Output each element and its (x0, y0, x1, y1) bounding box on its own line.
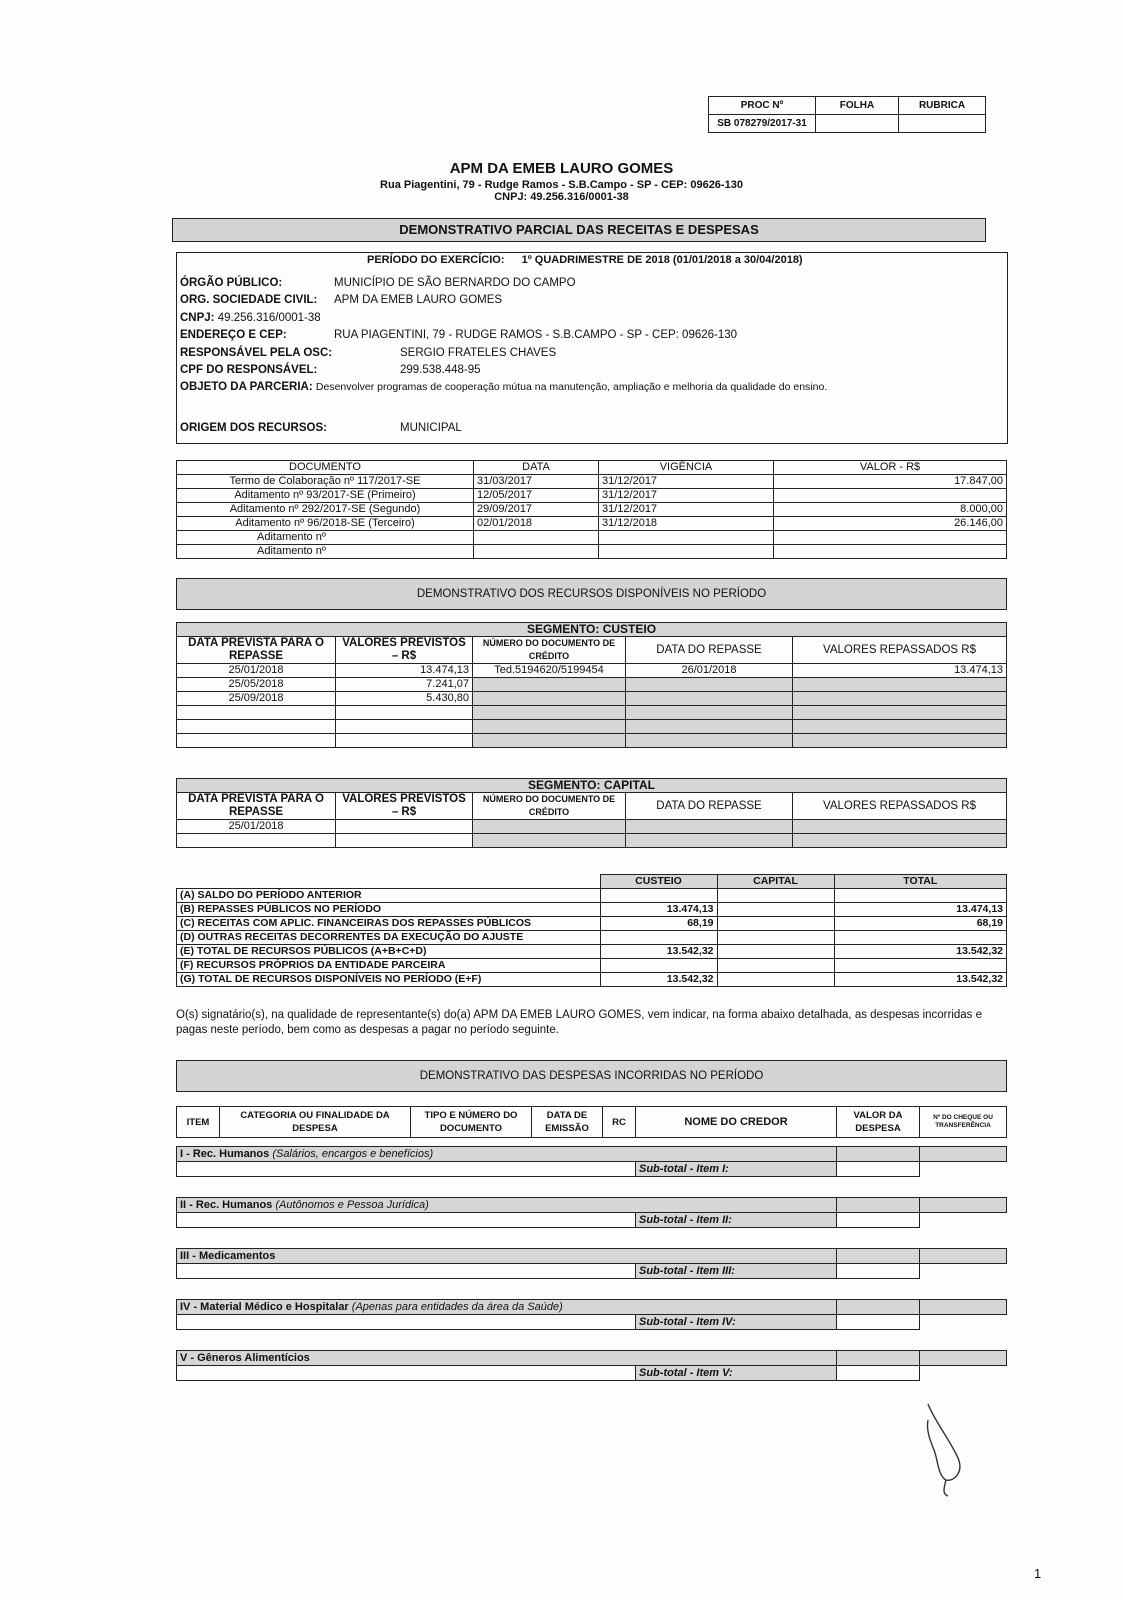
summary-table (176, 874, 1007, 987)
col-documento: DOCUMENTO (177, 461, 474, 475)
cell-data-repasse (626, 706, 793, 720)
col-total: TOTAL (834, 875, 1007, 889)
col-tipo-documento: TIPO E NÚMERO DO DOCUMENTO (411, 1107, 532, 1138)
table-row (177, 973, 1007, 987)
doc-name: Aditamento nº (177, 545, 474, 559)
handwritten-rubric (920, 1400, 980, 1500)
col-item: ITEM (177, 1107, 220, 1138)
summary-custeio: 13.542,32 (600, 973, 717, 987)
cell-data-prevista (177, 720, 336, 734)
subtotal-label: Sub-total - Item III: (636, 1264, 837, 1279)
orgao-label: ÓRGÃO PÚBLICO: (180, 277, 283, 289)
col-vigencia: VIGÊNCIA (599, 461, 774, 475)
objeto-value: Desenvolver programas de cooperação mútua na manutenção, ampliação e melhoria da qualidade do ensino. (315, 381, 828, 393)
subtotal-value (837, 1264, 920, 1279)
cpf-label: CPF DO RESPONSÁVEL: (180, 364, 318, 376)
col-rc: RC (603, 1107, 636, 1138)
cell-valor-previsto (336, 706, 473, 720)
responsavel-row (180, 347, 557, 359)
section-title (177, 1198, 837, 1213)
subtotal-blank (177, 1315, 636, 1330)
doc-date (474, 531, 599, 545)
despesas-table (176, 1106, 1007, 1381)
section-cheque (920, 1147, 1007, 1162)
col-cheque: Nº DO CHEQUE OU TRANSFERÊNCIA (920, 1107, 1007, 1138)
osc-row (180, 294, 503, 306)
folha-cell (816, 115, 899, 133)
responsavel-value: SERGIO FRATELES CHAVES (400, 347, 557, 359)
cell-data-repasse (626, 720, 793, 734)
subtotal-blank (177, 1366, 636, 1381)
doc-date (474, 545, 599, 559)
col-capital: CAPITAL (717, 875, 834, 889)
period-line (367, 254, 803, 266)
summary-custeio: 68,19 (600, 917, 717, 931)
cell-valor-repassado (793, 834, 1007, 848)
blank (920, 1315, 1007, 1330)
orgao-value: MUNICÍPIO DE SÃO BERNARDO DO CAMPO (334, 277, 576, 289)
summary-label: (A) SALDO DO PERÍODO ANTERIOR (177, 889, 601, 903)
capital-segment-label: SEGMENTO: CAPITAL (177, 779, 1007, 793)
capital-table (176, 778, 1007, 848)
despesas-bar: DEMONSTRATIVO DAS DESPESAS INCORRIDAS NO PERÍODO (176, 1060, 1007, 1092)
cell-valor-previsto: 5.430,80 (336, 692, 473, 706)
doc-valor: 26.146,00 (774, 517, 1007, 531)
col-nome-credor: NOME DO CREDOR (636, 1107, 837, 1138)
table-row (177, 503, 1007, 517)
statement-text: O(s) signatário(s), na qualidade de representante(s) do(a) APM DA EMEB LAURO GOMES, vem indicar, na forma abaixo detalhada, as despesas incorridas e pagas neste período, bem como as despesas a pagar no período seguinte. (176, 1009, 983, 1036)
table-row (177, 917, 1007, 931)
origem-value: MUNICIPAL (400, 422, 462, 434)
cell-data-prevista (177, 706, 336, 720)
objeto-row (180, 381, 827, 393)
period-value: 1º QUADRIMESTRE DE 2018 (01/01/2018 a 30/04/2018) (521, 254, 803, 266)
cell-valor-repassado (793, 692, 1007, 706)
subtotal-label: Sub-total - Item I: (636, 1162, 837, 1177)
section-row (177, 1249, 1007, 1264)
table-row (177, 720, 1007, 734)
cpf-row (180, 364, 481, 376)
col-categoria: CATEGORIA OU FINALIDADE DA DESPESA (220, 1107, 411, 1138)
table-row (177, 931, 1007, 945)
entity-cnpj: CNPJ: 49.256.316/0001-38 (494, 191, 629, 203)
summary-total (834, 959, 1007, 973)
summary-label: (B) REPASSES PÚBLICOS NO PERÍODO (177, 903, 601, 917)
cell-valor-previsto (336, 734, 473, 748)
cell-valor-repassado (793, 720, 1007, 734)
doc-valor (774, 489, 1007, 503)
cell-documento (473, 834, 626, 848)
blank (920, 1366, 1007, 1381)
summary-blank (177, 875, 601, 889)
rubrica-cell (899, 115, 986, 133)
section-cheque (920, 1249, 1007, 1264)
cell-valor-repassado: 13.474,13 (793, 664, 1007, 678)
summary-total: 13.474,13 (834, 903, 1007, 917)
proc-header: PROC Nº (709, 97, 816, 115)
page-number: 1 (1034, 1566, 1042, 1581)
objeto-label: OBJETO DA PARCERIA: (180, 381, 313, 393)
blank (920, 1162, 1007, 1177)
blank (920, 1264, 1007, 1279)
table-row (177, 945, 1007, 959)
summary-label: (C) RECEITAS COM APLIC. FINANCEIRAS DOS REPASSES PÚBLICOS (177, 917, 601, 931)
section-title (177, 1351, 837, 1366)
spacer (177, 1279, 1007, 1300)
proc-box (708, 96, 986, 133)
section-title-text: II - Rec. Humanos (180, 1198, 273, 1211)
section-title (177, 1249, 837, 1264)
table-row (177, 531, 1007, 545)
summary-capital (717, 889, 834, 903)
summary-custeio (600, 931, 717, 945)
cell-documento (473, 720, 626, 734)
cell-valor-repassado (793, 706, 1007, 720)
table-row (177, 489, 1007, 503)
summary-label: (D) OUTRAS RECEITAS DECORRENTES DA EXECUÇÃO DO AJUSTE (177, 931, 601, 945)
table-row (177, 664, 1007, 678)
col-valores-previstos: VALORES PREVISTOS – R$ (336, 793, 473, 820)
summary-capital (717, 945, 834, 959)
summary-capital (717, 931, 834, 945)
subtotal-blank (177, 1264, 636, 1279)
table-row (177, 903, 1007, 917)
section-note: (Apenas para entidades da área da Saúde) (351, 1300, 563, 1313)
rubrica-header: RUBRICA (899, 97, 986, 115)
doc-name: Aditamento nº 96/2018-SE (Terceiro) (177, 517, 474, 531)
blank (920, 1213, 1007, 1228)
proc-number: SB 078279/2017-31 (709, 115, 816, 133)
summary-custeio (600, 889, 717, 903)
cell-valor-previsto: 13.474,13 (336, 664, 473, 678)
cpf-value: 299.538.448-95 (400, 364, 481, 376)
subtotal-row (177, 1213, 1007, 1228)
section-row (177, 1300, 1007, 1315)
col-data-repasse: DATA DO REPASSE (626, 793, 793, 820)
cell-valor-previsto (336, 820, 473, 834)
cell-data-repasse (626, 734, 793, 748)
summary-capital (717, 973, 834, 987)
section-cheque (920, 1351, 1007, 1366)
col-data: DATA (474, 461, 599, 475)
cell-data-prevista: 25/09/2018 (177, 692, 336, 706)
doc-vigencia: 31/12/2017 (599, 503, 774, 517)
subtotal-label: Sub-total - Item II: (636, 1213, 837, 1228)
doc-date: 29/09/2017 (474, 503, 599, 517)
summary-capital (717, 917, 834, 931)
endereco-label: ENDEREÇO E CEP: (180, 329, 287, 341)
capital-header-row (177, 793, 1007, 820)
summary-total: 13.542,32 (834, 973, 1007, 987)
doc-date: 02/01/2018 (474, 517, 599, 531)
origem-label: ORIGEM DOS RECURSOS: (180, 422, 327, 434)
table-row (177, 517, 1007, 531)
doc-vigencia (599, 531, 774, 545)
cell-documento (473, 734, 626, 748)
summary-label: (G) TOTAL DE RECURSOS DISPONÍVEIS NO PERÍODO (E+F) (177, 973, 601, 987)
period-label: PERÍODO DO EXERCÍCIO: (367, 254, 505, 266)
cnpj-row (180, 312, 321, 324)
section-cheque (920, 1300, 1007, 1315)
col-data-repasse: DATA DO REPASSE (626, 637, 793, 664)
cell-valor-previsto: 7.241,07 (336, 678, 473, 692)
table-row (177, 678, 1007, 692)
cell-documento (473, 678, 626, 692)
folha-header: FOLHA (816, 97, 899, 115)
col-numero-documento: NÚMERO DO DOCUMENTO DE CRÉDITO (473, 637, 626, 664)
section-title-text: IV - Material Médico e Hospitalar (180, 1300, 349, 1313)
subtotal-value (837, 1162, 920, 1177)
section-title-text: I - Rec. Humanos (180, 1147, 270, 1160)
summary-total (834, 931, 1007, 945)
subtotal-blank (177, 1162, 636, 1177)
section-title (177, 1147, 837, 1162)
subtotal-row (177, 1315, 1007, 1330)
cell-data-prevista (177, 734, 336, 748)
endereco-row (180, 329, 738, 341)
cell-valor-repassado (793, 820, 1007, 834)
table-row (177, 706, 1007, 720)
doc-vigencia: 31/12/2017 (599, 475, 774, 489)
subtotal-row (177, 1162, 1007, 1177)
section-valor (837, 1147, 920, 1162)
subtotal-value (837, 1366, 920, 1381)
doc-date: 12/05/2017 (474, 489, 599, 503)
cell-valor-repassado (793, 678, 1007, 692)
section-title-text: V - Gêneros Alimentícios (180, 1351, 310, 1364)
cell-data-repasse (626, 834, 793, 848)
subtotal-blank (177, 1213, 636, 1228)
spacer (177, 1138, 1007, 1147)
section-note: (Salários, encargos e benefícios) (272, 1147, 434, 1160)
table-row (177, 692, 1007, 706)
subtotal-value (837, 1315, 920, 1330)
col-data-prevista: DATA PREVISTA PARA O REPASSE (177, 637, 336, 664)
cell-valor-previsto (336, 720, 473, 734)
col-valores-previstos: VALORES PREVISTOS – R$ (336, 637, 473, 664)
info-box (176, 252, 1008, 444)
table-row (177, 475, 1007, 489)
summary-header-row (177, 875, 1007, 889)
recursos-bar: DEMONSTRATIVO DOS RECURSOS DISPONÍVEIS NO PERÍODO (176, 578, 1007, 610)
doc-name: Aditamento nº 93/2017-SE (Primeiro) (177, 489, 474, 503)
cell-data-prevista: 25/01/2018 (177, 664, 336, 678)
col-valores-repassados: VALORES REPASSADOS R$ (793, 637, 1007, 664)
section-valor (837, 1351, 920, 1366)
spacer (177, 1177, 1007, 1198)
summary-total: 13.542,32 (834, 945, 1007, 959)
col-data-prevista: DATA PREVISTA PARA O REPASSE (177, 793, 336, 820)
cnpj-label: CNPJ: (180, 312, 215, 324)
subtotal-value (837, 1213, 920, 1228)
col-valores-repassados: VALORES REPASSADOS R$ (793, 793, 1007, 820)
subtotal-row (177, 1264, 1007, 1279)
summary-custeio: 13.474,13 (600, 903, 717, 917)
doc-valor (774, 531, 1007, 545)
cell-valor-repassado (793, 734, 1007, 748)
responsavel-label: RESPONSÁVEL PELA OSC: (180, 347, 333, 359)
spacer (177, 1330, 1007, 1351)
doc-date: 31/03/2017 (474, 475, 599, 489)
entity-header (0, 160, 1123, 203)
col-custeio: CUSTEIO (600, 875, 717, 889)
doc-vigencia: 31/12/2018 (599, 517, 774, 531)
table-row (177, 734, 1007, 748)
title-bar: DEMONSTRATIVO PARCIAL DAS RECEITAS E DESPESAS (172, 218, 986, 242)
osc-label: ORG. SOCIEDADE CIVIL: (180, 294, 318, 306)
table-row (177, 834, 1007, 848)
spacer (177, 1228, 1007, 1249)
doc-name: Aditamento nº 292/2017-SE (Segundo) (177, 503, 474, 517)
cell-data-repasse: 26/01/2018 (626, 664, 793, 678)
section-valor (837, 1198, 920, 1213)
col-data-emissao: DATA DE EMISSÃO (532, 1107, 603, 1138)
summary-custeio: 13.542,32 (600, 945, 717, 959)
custeio-header-row (177, 637, 1007, 664)
section-note: (Autônomos e Pessoa Jurídica) (275, 1198, 429, 1211)
subtotal-label: Sub-total - Item IV: (636, 1315, 837, 1330)
doc-valor: 8.000,00 (774, 503, 1007, 517)
origem-row (180, 422, 462, 434)
summary-label: (E) TOTAL DE RECURSOS PÚBLICOS (A+B+C+D) (177, 945, 601, 959)
section-row (177, 1147, 1007, 1162)
subtotal-label: Sub-total - Item V: (636, 1366, 837, 1381)
section-row (177, 1198, 1007, 1213)
custeio-segment-label: SEGMENTO: CUSTEIO (177, 623, 1007, 637)
table-row (177, 959, 1007, 973)
doc-name: Aditamento nº (177, 531, 474, 545)
cell-valor-previsto (336, 834, 473, 848)
col-valor-despesa: VALOR DA DESPESA (837, 1107, 920, 1138)
table-row (177, 545, 1007, 559)
table-row (177, 820, 1007, 834)
summary-label: (F) RECURSOS PRÓPRIOS DA ENTIDADE PARCEIRA (177, 959, 601, 973)
entity-name: APM DA EMEB LAURO GOMES (449, 160, 674, 177)
cell-data-prevista: 25/05/2018 (177, 678, 336, 692)
doc-vigencia (599, 545, 774, 559)
entity-address: Rua Piagentini, 79 - Rudge Ramos - S.B.Campo - SP - CEP: 09626-130 (380, 179, 743, 191)
documents-header-row (177, 461, 1007, 475)
cell-documento (473, 706, 626, 720)
despesas-header-row (177, 1107, 1007, 1138)
col-numero-documento: NÚMERO DO DOCUMENTO DE CRÉDITO (473, 793, 626, 820)
cell-data-prevista (177, 834, 336, 848)
summary-total (834, 889, 1007, 903)
cell-documento: Ted.5194620/5199454 (473, 664, 626, 678)
doc-valor: 17.847,00 (774, 475, 1007, 489)
cell-data-prevista: 25/01/2018 (177, 820, 336, 834)
subtotal-row (177, 1366, 1007, 1381)
summary-capital (717, 959, 834, 973)
cell-data-repasse (626, 692, 793, 706)
summary-custeio (600, 959, 717, 973)
documents-table (176, 460, 1007, 559)
osc-value: APM DA EMEB LAURO GOMES (334, 294, 503, 306)
cell-data-repasse (626, 820, 793, 834)
doc-vigencia: 31/12/2017 (599, 489, 774, 503)
summary-capital (717, 903, 834, 917)
doc-valor (774, 545, 1007, 559)
section-valor (837, 1249, 920, 1264)
section-row (177, 1351, 1007, 1366)
section-title-text: III - Medicamentos (180, 1249, 276, 1262)
section-cheque (920, 1198, 1007, 1213)
section-title (177, 1300, 837, 1315)
section-valor (837, 1300, 920, 1315)
summary-total: 68,19 (834, 917, 1007, 931)
cnpj-value: 49.256.316/0001-38 (217, 312, 321, 324)
doc-name: Termo de Colaboração nº 117/2017-SE (177, 475, 474, 489)
cell-data-repasse (626, 678, 793, 692)
cell-documento (473, 692, 626, 706)
col-valor: VALOR - R$ (774, 461, 1007, 475)
orgao-row (180, 277, 576, 289)
endereco-value: RUA PIAGENTINI, 79 - RUDGE RAMOS - S.B.CAMPO - SP - CEP: 09626-130 (334, 329, 738, 341)
custeio-table (176, 622, 1007, 748)
cell-documento (473, 820, 626, 834)
table-row (177, 889, 1007, 903)
